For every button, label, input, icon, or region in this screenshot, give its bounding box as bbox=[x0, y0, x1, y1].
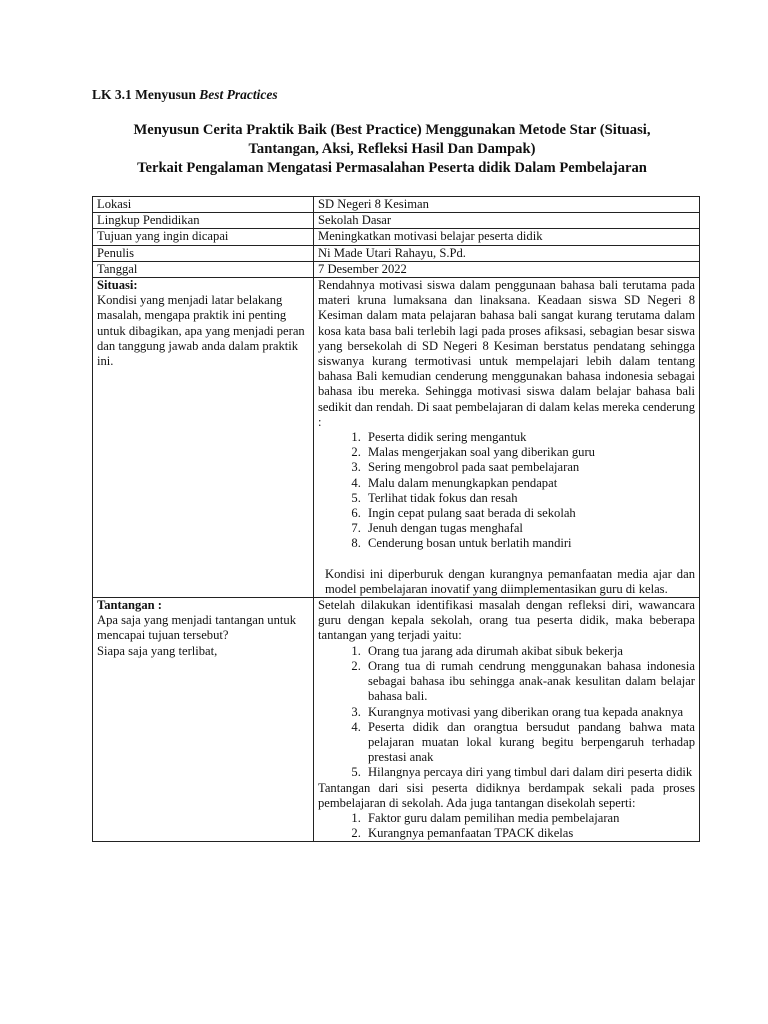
title-line-2: Tantangan, Aksi, Refleksi Hasil Dan Dampak) bbox=[248, 141, 536, 157]
table-row-tanggal bbox=[93, 261, 700, 277]
situasi-intro: Rendahnya motivasi siswa dalam penggunaan bahasa bali terutama pada materi kruna lumaksana dan linaksana. Keadaan siswa SD Negeri 8 Kesiman dalam mata pelajaran bahasa bali sangat kurang terutama dalam kosa kata basa bali terlebih lagi pada proses afiksasi, sebagian besar siswa yang bersekolah di SD Negeri 8 Kesiman berstatus pendatang sehingga siswanya kurang termotivasi untuk mempelajari lebih dalam tentang bahasa Bali kemudian cenderung menggunakan bahasa indonesia sebagai bahasa ibu mereka. Sehingga motivasi siswa dalam belajar bahasa bali sedikit dan rendah. Di saat pembelajaran di dalam kelas mereka cenderung : bbox=[318, 278, 695, 429]
spacer bbox=[318, 552, 695, 567]
situasi-list bbox=[318, 430, 695, 552]
list-item: 3. Kurangnya motivasi yang diberikan orang tua kepada anaknya bbox=[364, 705, 695, 720]
situasi-title: Situasi: bbox=[97, 278, 138, 293]
document-title bbox=[60, 121, 724, 178]
tantangan-title: Tantangan : bbox=[97, 598, 162, 613]
list-item: 1. Orang tua jarang ada dirumah akibat sibuk bekerja bbox=[364, 644, 695, 659]
tantangan-content-cell bbox=[314, 598, 700, 842]
list-item: 1. Peserta didik sering mengantuk bbox=[364, 430, 695, 445]
title-line-3: Terkait Pengalaman Mengatasi Permasalahan Peserta didik Dalam Pembelajaran bbox=[137, 160, 647, 176]
table-row-tantangan bbox=[93, 598, 700, 842]
list-item: 5. Hilangnya percaya diri yang timbul dari dalam diri peserta didik bbox=[364, 765, 695, 780]
row-value: 7 Desember 2022 bbox=[314, 261, 700, 277]
row-label: Lokasi bbox=[93, 197, 314, 213]
situasi-closing: Kondisi ini diperburuk dengan kurangnya pemanfaatan media ajar dan model pembelajaran inovatif yang diimplementasikan guru di kelas. bbox=[325, 566, 695, 596]
list-item: 6. Ingin cepat pulang saat berada di sekolah bbox=[364, 506, 695, 521]
situasi-content-cell bbox=[314, 278, 700, 598]
list-item: 2. Kurangnya pemanfaatan TPACK dikelas bbox=[364, 826, 695, 841]
list-item: 3. Sering mengobrol pada saat pembelajaran bbox=[364, 460, 695, 475]
row-value: Sekolah Dasar bbox=[314, 213, 700, 229]
list-item: 8. Cenderung bosan untuk berlatih mandiri bbox=[364, 536, 695, 551]
worksheet-label bbox=[92, 87, 278, 103]
worksheet-label-prefix: LK 3.1 Menyusun bbox=[92, 87, 196, 102]
row-label: Penulis bbox=[93, 245, 314, 261]
list-item: 4. Peserta didik dan orangtua bersudut pandang bahwa mata pelajaran muatan lokal kurang begitu berpengaruh terhadap prestasi anak bbox=[364, 720, 695, 766]
row-value: Meningkatkan motivasi belajar peserta didik bbox=[314, 229, 700, 245]
list-item: 2. Malas mengerjakan soal yang diberikan guru bbox=[364, 445, 695, 460]
table-row-tujuan bbox=[93, 229, 700, 245]
list-item: 7. Jenuh dengan tugas menghafal bbox=[364, 521, 695, 536]
row-value: SD Negeri 8 Kesiman bbox=[314, 197, 700, 213]
table-row-situasi bbox=[93, 278, 700, 598]
list-item: 5. Terlihat tidak fokus dan resah bbox=[364, 491, 695, 506]
tantangan-school-list bbox=[318, 811, 695, 841]
title-line-1: Menyusun Cerita Praktik Baik (Best Practice) Menggunakan Metode Star (Situasi, bbox=[133, 122, 651, 138]
list-item: 4. Malu dalam menungkapkan pendapat bbox=[364, 476, 695, 491]
row-value: Ni Made Utari Rahayu, S.Pd. bbox=[314, 245, 700, 261]
tantangan-label-cell bbox=[93, 598, 314, 842]
tantangan-intro: Setelah dilakukan identifikasi masalah dengan refleksi diri, wawancara guru dengan kepala sekolah, orang tua peserta didik, maka beberapa tantangan yang terjadi yaitu: bbox=[318, 598, 695, 643]
table-row-lokasi bbox=[93, 197, 700, 213]
list-item: 1. Faktor guru dalam pemilihan media pembelajaran bbox=[364, 811, 695, 826]
table-row-lingkup bbox=[93, 213, 700, 229]
row-label: Tanggal bbox=[93, 261, 314, 277]
tantangan-list bbox=[318, 644, 695, 781]
best-practice-table bbox=[92, 196, 700, 842]
table-row-penulis bbox=[93, 245, 700, 261]
worksheet-label-italic: Best Practices bbox=[199, 87, 278, 102]
row-label: Tujuan yang ingin dicapai bbox=[93, 229, 314, 245]
tantangan-middle: Tantangan dari sisi peserta didiknya berdampak sekali pada proses pembelajaran di sekolah. Ada juga tantangan disekolah seperti: bbox=[318, 780, 695, 810]
row-label: Lingkup Pendidikan bbox=[93, 213, 314, 229]
tantangan-prompt-1: Apa saja yang menjadi tantangan untuk mencapai tujuan tersebut? bbox=[97, 613, 296, 643]
list-item: 2. Orang tua di rumah cendrung menggunakan bahasa indonesia sebagai bahasa ibu sehingga anak-anak kesulitan dalam belajar bahasa bali. bbox=[364, 659, 695, 705]
tantangan-prompt-2: Siapa saja yang terlibat, bbox=[97, 643, 218, 658]
situasi-prompt: Kondisi yang menjadi latar belakang masalah, mengapa praktik ini penting untuk dibagikan, apa yang menjadi peran dan tanggung jawab anda dalam praktik ini. bbox=[97, 293, 305, 369]
situasi-label-cell bbox=[93, 278, 314, 598]
